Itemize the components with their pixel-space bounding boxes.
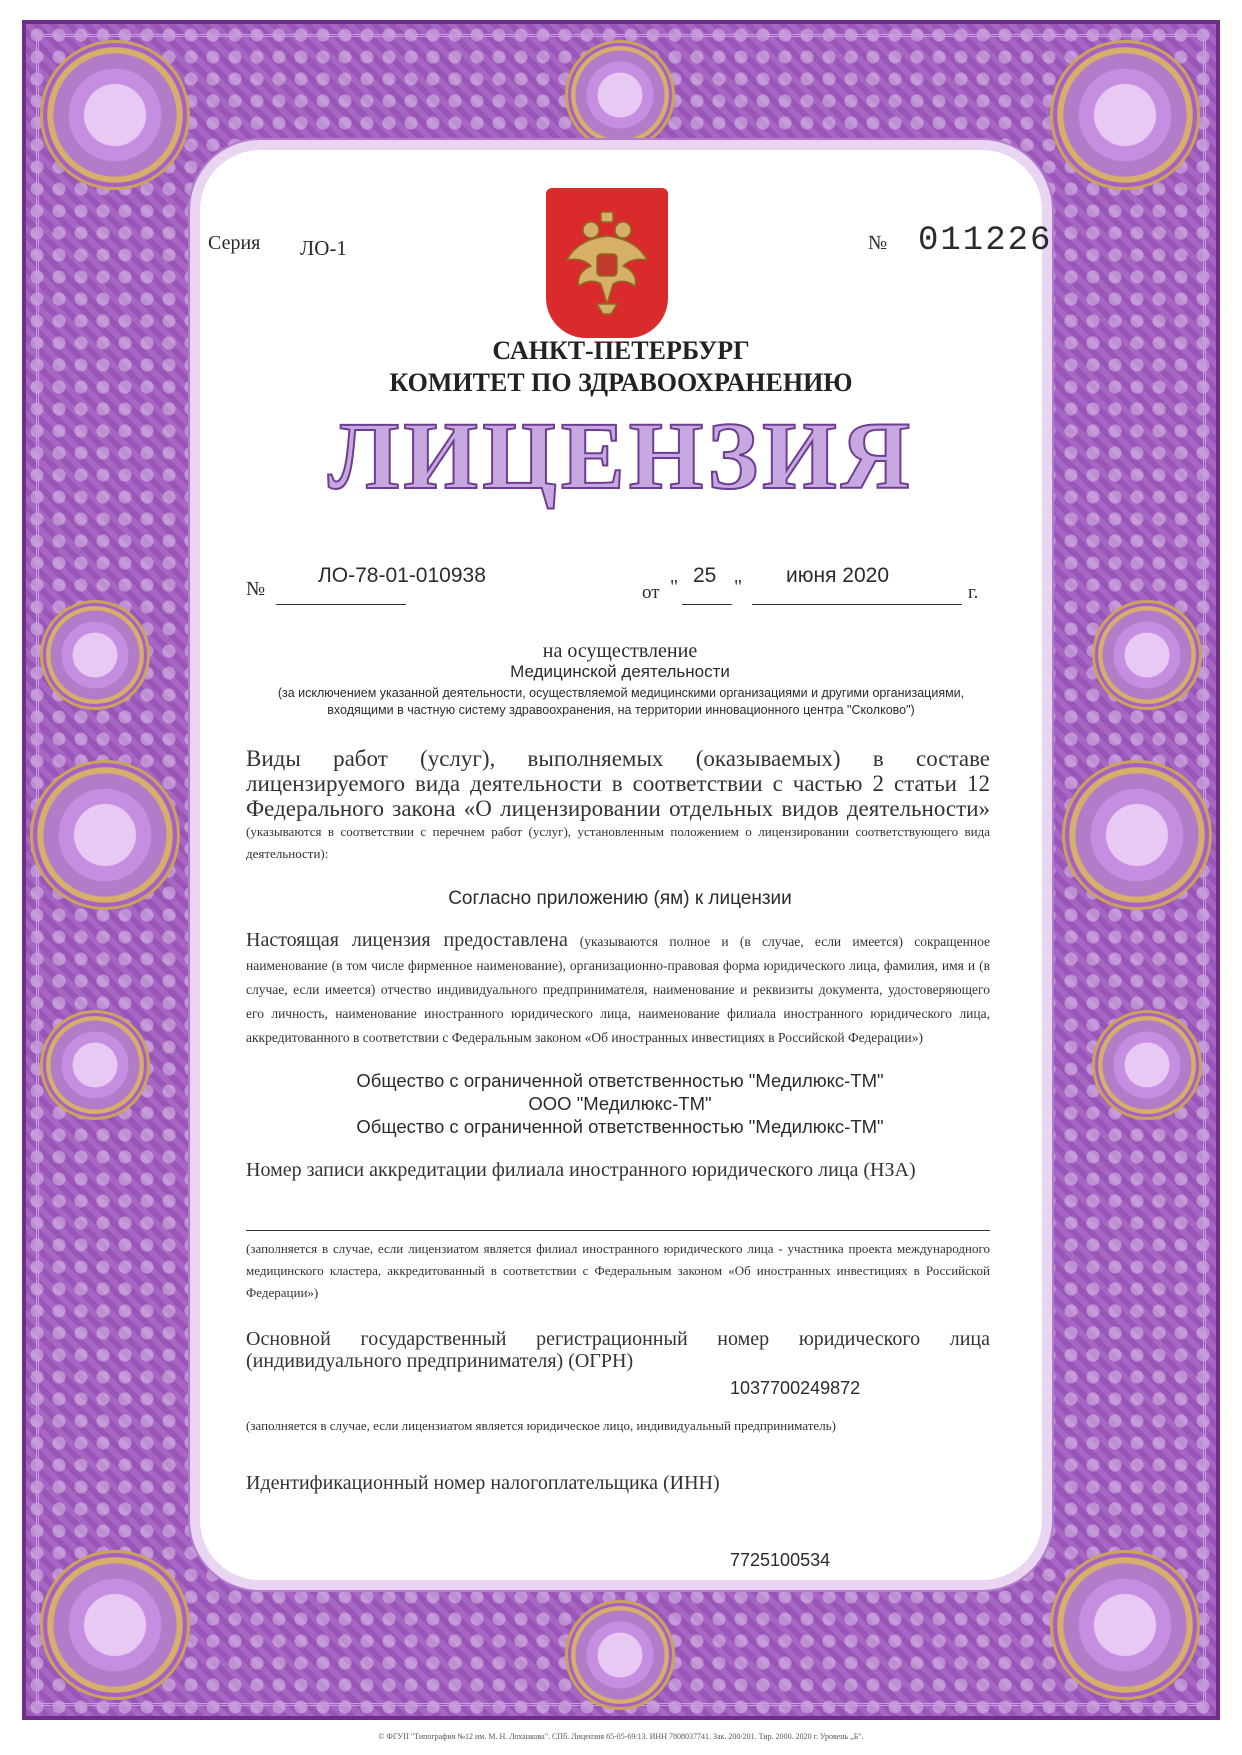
activity-name: Медицинской деятельности <box>510 662 730 681</box>
ogrn-label: Основной государственный регистрационный номер юридического лица (индивидуального предпринимателя) (ОГРН) <box>246 1328 990 1372</box>
licensee-name-brand: Общество с ограниченной ответственностью "Медилюкс-ТМ" <box>356 1116 884 1137</box>
date-quote-open: " <box>670 576 679 598</box>
nza-value-underline <box>246 1230 990 1231</box>
works-text: Виды работ (услуг), выполняемых (оказываемых) в составе лицензируемого вида деятельности в соответствии с частью 2 статьи 12 Федерального закона «О лицензировании отдельных видов деятельности» <box>246 746 990 821</box>
license-number-label: № <box>246 578 266 600</box>
corner-ornament <box>1050 1550 1200 1700</box>
document-title: ЛИЦЕНЗИЯ <box>327 402 915 509</box>
edge-ornament <box>565 1600 675 1710</box>
license-number: ЛО-78-01-010938 <box>318 564 486 587</box>
works-value: Согласно приложению (ям) к лицензии <box>448 888 792 909</box>
date-day-underline <box>682 604 732 605</box>
form-number: 011226 <box>918 222 1053 260</box>
date-quote-close: " <box>734 576 743 598</box>
date-month-underline <box>752 604 962 605</box>
series-value: ЛО-1 <box>300 236 347 260</box>
edge-ornament <box>1092 600 1202 710</box>
corner-ornament <box>40 40 190 190</box>
authority-committee: КОМИТЕТ ПО ЗДРАВООХРАНЕНИЮ <box>389 368 853 397</box>
ogrn-note: (заполняется в случае, если лицензиатом является юридическое лицо, индивидуальный предприниматель) <box>246 1418 836 1433</box>
date-month-year: июня 2020 <box>786 564 890 587</box>
licensee-name-full: Общество с ограниченной ответственностью "Медилюкс-ТМ" <box>356 1070 884 1091</box>
series-label: Серия <box>208 232 261 254</box>
works-note: (указываются в соответствии с перечнем работ (услуг), установленным положением о лицензировании соответствующего вида деятельности): <box>246 824 990 861</box>
authority-city: САНКТ-ПЕТЕРБУРГ <box>492 336 750 365</box>
activity-note-line2: входящими в частную систему здравоохранения, на территории инновационного центра "Сколково") <box>327 703 915 717</box>
activity-intro: на осуществление <box>542 640 698 662</box>
ogrn-value: 1037700249872 <box>730 1378 861 1398</box>
edge-ornament <box>1092 1010 1202 1120</box>
coat-of-arms-emblem <box>546 188 668 338</box>
corner-ornament <box>1050 40 1200 190</box>
license-number-underline <box>276 604 406 605</box>
licensee-name-short: ООО "Медилюкс-ТМ" <box>528 1093 712 1114</box>
licensee-note: (указываются полное и (в случае, если имеется) сокращенное наименование (в том числе фирменное наименование), организационно-правовая форма юридического лица, фамилия, имя и (в случае, если имеется) отчество индивидуального предпринимателя, наименование и реквизиты документа, удостоверяющего его личность, наименование иностранного юридического лица, наименование филиала иностранного юридического лица, аккредитованного в соответствии с Федеральным законом «Об иностранных инвестициях в Российской Федерации») <box>246 934 990 1045</box>
inn-value: 7725100534 <box>730 1550 831 1570</box>
licensee-intro: Настоящая лицензия предоставлена <box>246 929 568 951</box>
edge-ornament <box>30 760 180 910</box>
date-day: 25 <box>693 564 717 587</box>
double-headed-eagle-icon <box>561 208 653 318</box>
edge-ornament <box>40 1010 150 1120</box>
nza-label: Номер записи аккредитации филиала иностранного юридического лица (НЗА) <box>246 1159 916 1181</box>
edge-ornament <box>40 600 150 710</box>
printer-footer: © ФГУП "Типография №12 им. М. Н. Лоханкова". СПб. Лицензия 65-05-69/13. ИНН 7808037741. Зак. 200/201. Тир. 2000. 2020 г. Уровень „Б". <box>378 1732 864 1741</box>
works-description <box>246 746 990 865</box>
edge-ornament <box>1062 760 1212 910</box>
form-number-label: № <box>868 232 888 254</box>
edge-ornament <box>565 40 675 150</box>
date-from-label: от <box>642 582 660 603</box>
inn-label: Идентификационный номер налогоплательщика (ИНН) <box>246 1472 720 1494</box>
activity-note-line1: (за исключением указанной деятельности, осуществляемой медицинскими организациями и другими организациями, <box>277 686 965 700</box>
date-year-suffix: г. <box>968 582 979 603</box>
corner-ornament <box>40 1550 190 1700</box>
licensee-description <box>246 928 990 1050</box>
nza-note: (заполняется в случае, если лицензиатом является филиал иностранного юридического лица - участника проекта международного медицинского кластера, аккредитованный в соответствии с Федеральным законом «Об иностранных инвестициях в Российской Федерации») <box>246 1241 990 1300</box>
